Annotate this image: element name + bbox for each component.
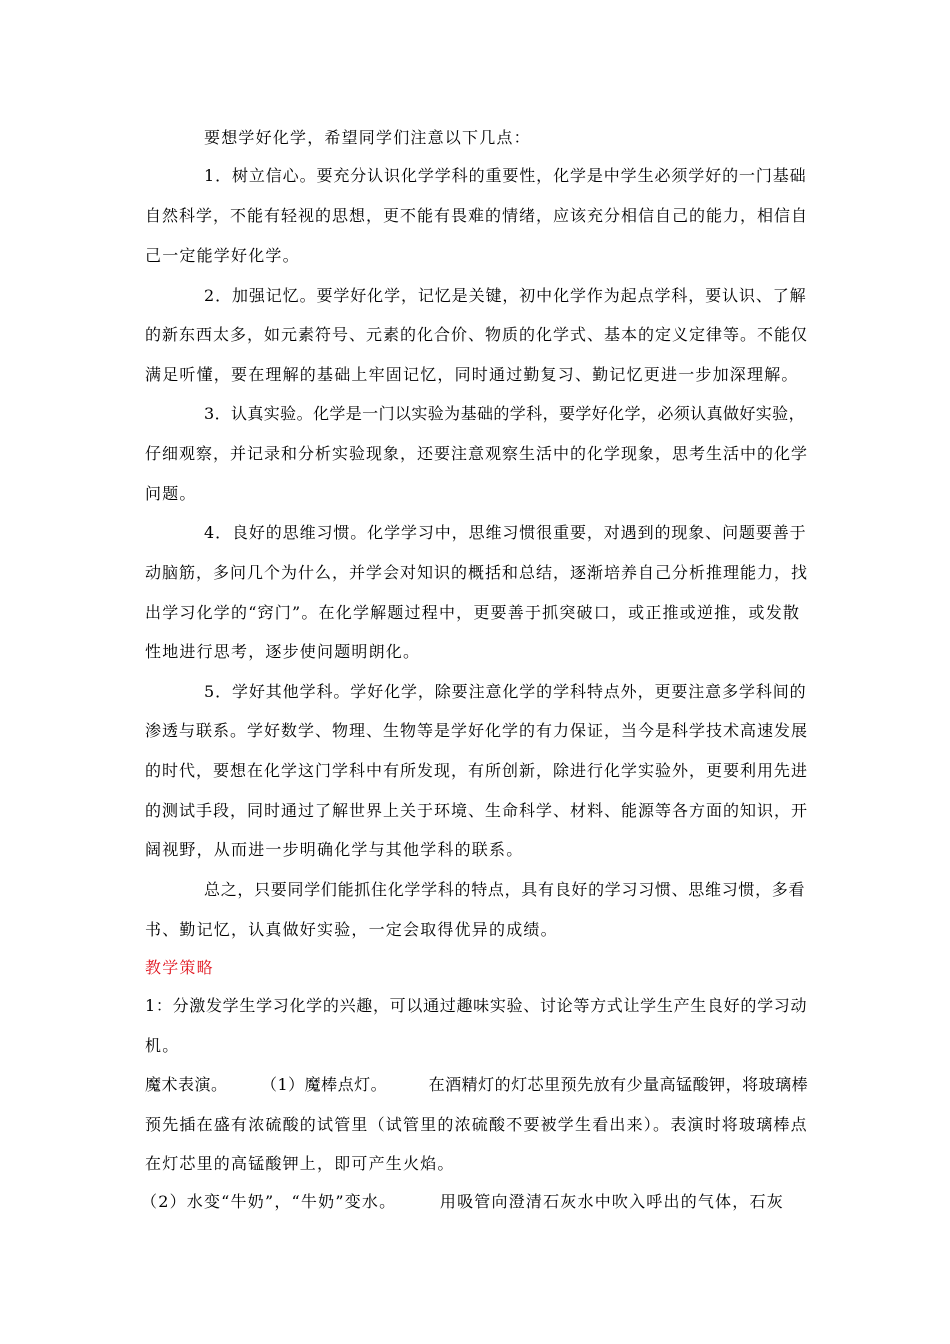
magic-line-4: （2）水变“牛奶”，“牛奶”变水。 用吸管向澄清石灰水中吹入呼出的气体，石灰 [141, 1192, 784, 1211]
point-4-line-3: 出学习化学的“窍门”。在化学解题过程中，更要善于抓突破口，或正推或逆推，或发散 [145, 603, 801, 622]
intro-line: 要想学好化学，希望同学们注意以下几点： [204, 128, 531, 147]
point-2-line-2: 的新东西太多，如元素符号、元素的化合价、物质的化学式、基本的定义定律等。不能仅 [145, 325, 809, 344]
point-1-line-1: 1．树立信心。要充分认识化学学科的重要性，化学是中学生必须学好的一门基础 [204, 166, 807, 185]
strategy-1-line-2: 机。 [145, 1036, 180, 1055]
magic-line-1: 魔术表演。 （1）魔棒点灯。 在酒精灯的灯芯里预先放有少量高锰酸钾，将玻璃棒 [145, 1075, 809, 1094]
point-1-line-2: 自然科学，不能有轻视的思想，更不能有畏难的情绪，应该充分相信自己的能力，相信自 [145, 206, 809, 225]
summary-line-2: 书、勤记忆，认真做好实验，一定会取得优异的成绩。 [145, 920, 558, 939]
point-5-line-3: 的时代，要想在化学这门学科中有所发现，有所创新，除进行化学实验外，更要利用先进 [145, 761, 809, 780]
teaching-strategy-heading: 教学策略 [145, 958, 214, 977]
point-4-line-1: 4．良好的思维习惯。化学学习中，思维习惯很重要，对遇到的现象、问题要善于 [204, 523, 807, 542]
summary-line-1: 总之，只要同学们能抓住化学学科的特点，具有良好的学习习惯、思维习惯，多看 [204, 880, 806, 899]
point-3-line-1: 3．认真实验。化学是一门以实验为基础的学科，要学好化学，必须认真做好实验， [204, 404, 805, 423]
point-5-line-5: 阔视野，从而进一步明确化学与其他学科的联系。 [145, 840, 524, 859]
magic-line-3: 在灯芯里的高锰酸钾上，即可产生火焰。 [145, 1154, 455, 1173]
point-3-line-3: 问题。 [145, 484, 197, 503]
magic-line-2: 预先插在盛有浓硫酸的试管里（试管里的浓硫酸不要被学生看出来）。表演时将玻璃棒点 [145, 1115, 808, 1134]
point-3-line-2: 仔细观察，并记录和分析实验现象，还要注意观察生活中的化学现象，思考生活中的化学 [145, 444, 809, 463]
point-1-line-3: 己一定能学好化学。 [145, 246, 300, 265]
point-5-line-1: 5．学好其他学科。学好化学，除要注意化学的学科特点外，更要注意多学科间的 [204, 682, 807, 701]
strategy-1-line-1: 1：分激发学生学习化学的兴趣，可以通过趣味实验、讨论等方式让学生产生良好的学习动 [145, 996, 808, 1015]
point-4-line-4: 性地进行思考，逐步使问题明朗化。 [145, 642, 421, 661]
point-4-line-2: 动脑筋，多问几个为什么，并学会对知识的概括和总结，逐渐培养自己分析推理能力，找 [145, 563, 809, 582]
point-5-line-4: 的测试手段，同时通过了解世界上关于环境、生命科学、材料、能源等各方面的知识，开 [145, 801, 809, 820]
point-2-line-1: 2．加强记忆。要学好化学，记忆是关键，初中化学作为起点学科，要认识、了解 [204, 286, 807, 305]
point-5-line-2: 渗透与联系。学好数学、物理、生物等是学好化学的有力保证，当今是科学技术高速发展 [145, 721, 809, 740]
point-2-line-3: 满足听懂，要在理解的基础上牢固记忆，同时通过勤复习、勤记忆更进一步加深理解。 [145, 365, 799, 384]
